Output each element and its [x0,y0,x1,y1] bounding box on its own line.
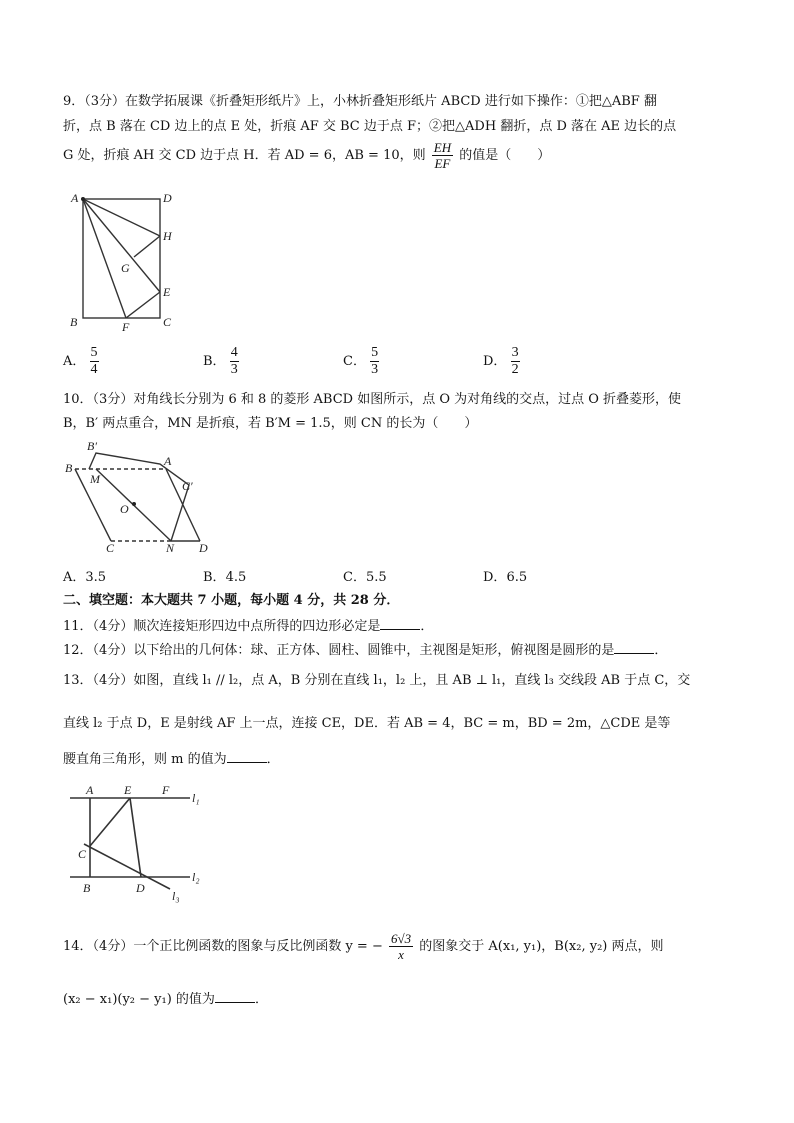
q10-figure [63,438,217,556]
q12-post: ． [654,643,668,658]
section-heading: 二、填空题：本大题共 7 小题，每小题 4 分，共 28 分． [63,593,400,608]
q13-label-l2: l₂ [192,870,200,884]
q9-text-line2: 折，点 B 落在 CD 边上的点 E 处，折痕 AF 交 BC 边于点 F；②把△ADH 翻折，点 D 落在 AE 边长的点 [63,119,677,134]
q10-label-O: O [120,502,129,516]
q9-line3-pre: G 处，折痕 AH 交 CD 边于点 H．若 AD = 6，AB = 10，则 [63,148,426,163]
q10-label-A: A [164,454,172,468]
option-label: A． [63,354,86,369]
q13-line3-pre: 腰直角三角形，则 m 的值为 [63,752,227,767]
q9-option-a[interactable] [63,345,99,378]
q14-text-line1 [63,931,664,962]
q9-label-B: B [70,315,78,329]
q10-label-Cprime: C′ [182,479,193,493]
q13-text-line2: 直线 l₂ 于点 D，E 是射线 AF 上一点，连接 CE，DE．若 AB = 4，BC = m，BD = 2m，△CDE 是等 [63,716,671,731]
q13-label-C: C [78,847,87,861]
q9-option-d[interactable] [483,345,520,378]
q10-option-a[interactable] [63,566,106,585]
q14-frac-den: x [398,947,404,962]
option-value: 4.5 [225,570,247,585]
q9-label-G: G [121,261,130,275]
option-label: D． [483,354,507,369]
q12-answer-blank[interactable] [614,641,654,654]
q9-label-C: C [163,315,172,329]
q14-frac-num: 6√3 [390,931,412,946]
q10-label-N: N [166,541,175,555]
option-fraction: $\frac{5}{4}$ [90,345,98,377]
q9-option-c[interactable] [343,345,379,378]
q13-line3-post: ． [266,752,280,767]
option-label: C． [343,570,366,585]
q10-label-D: D [199,541,208,555]
option-label: B． [203,570,226,585]
q11-answer-blank[interactable] [380,617,420,630]
q9-label-A: A [71,191,79,205]
q10-option-c[interactable] [343,566,387,585]
q14-line2-pre: (x₂ − x₁)(y₂ − y₁) 的值为 [63,992,215,1007]
q13-text-line1: 13．（4分）如图，直线 l₁ // l₂，点 A，B 分别在直线 l₁，l₂ 上，且 AB ⊥ l₁，直线 l₃ 交线段 AB 于点 C，交 [63,673,691,688]
q9-label-H: H [163,229,172,243]
q10-label-M: M [90,472,100,486]
q13-figure [66,778,216,906]
option-label: A． [63,570,86,585]
q10-text-line2: B，B′ 两点重合，MN 是折痕，若 B′M = 1.5，则 CN 的长为（ ） [63,416,478,431]
option-fraction: $\frac{3}{2}$ [511,345,519,377]
q13-label-B: B [83,881,91,895]
q9-line3-post: 的值是（ ） [459,148,551,163]
q9-label-F: F [122,320,130,334]
q10-option-d[interactable] [483,566,527,585]
q10-label-C: C [106,541,115,555]
q9-text-line3 [63,140,550,171]
q10-label-Bprime: B′ [87,439,97,453]
q9-ratio-fraction [432,140,453,171]
q13-text-line3 [63,750,280,768]
q13-label-E: E [124,783,132,797]
q10-option-b[interactable] [203,566,246,585]
q13-label-l1: l₁ [192,791,200,805]
q11-pre: 11．（4分）顺次连接矩形四边中点所得的四边形必定是 [63,619,381,634]
q12-text [63,641,667,659]
q9-label-D: D [163,191,172,205]
q13-label-A: A [86,783,94,797]
q9-text-line1: 9．（3分）在数学拓展课《折叠矩形纸片》上，小林折叠矩形纸片 ABCD 进行如下操作：①把△ABF 翻 [63,94,657,109]
option-fraction: $\frac{4}{3}$ [230,345,238,377]
q13-label-l3: l₃ [172,889,180,903]
q13-label-F: F [162,783,170,797]
option-label: C． [343,354,366,369]
q9-option-b[interactable] [203,345,239,378]
q9-figure [62,188,188,334]
q12-pre: 12．（4分）以下给出的几何体：球、正方体、圆柱、圆锥中，主视图是矩形，俯视图是圆形的是 [63,643,615,658]
q14-fraction [389,931,413,962]
q14-line1-post: 的图象交于 A(x₁, y₁)，B(x₂, y₂) 两点，则 [419,939,664,954]
q13-answer-blank[interactable] [227,750,267,763]
q13-label-D: D [136,881,145,895]
option-value: 6.5 [506,570,528,585]
q9-frac-den: EF [434,156,451,171]
q10-text-line1: 10．（3分）对角线长分别为 6 和 8 的菱形 ABCD 如图所示，点 O 为对角线的交点，过点 O 折叠菱形，使 [63,392,682,407]
q10-label-B: B [65,461,73,475]
option-label: D． [483,570,507,585]
q11-text [63,617,433,635]
q9-frac-num: EH [433,140,452,155]
option-value: 5.5 [365,570,387,585]
option-value: 3.5 [85,570,107,585]
q14-answer-blank[interactable] [215,990,255,1003]
q14-line1-pre: 14．（4分）一个正比例函数的图象与反比例函数 y = − [63,939,383,954]
option-fraction: $\frac{5}{3}$ [371,345,379,377]
q14-text-line2 [63,990,268,1008]
q11-post: ． [420,619,434,634]
q9-label-E: E [163,285,171,299]
option-label: B． [203,354,226,369]
q14-line2-post: ． [254,992,268,1007]
